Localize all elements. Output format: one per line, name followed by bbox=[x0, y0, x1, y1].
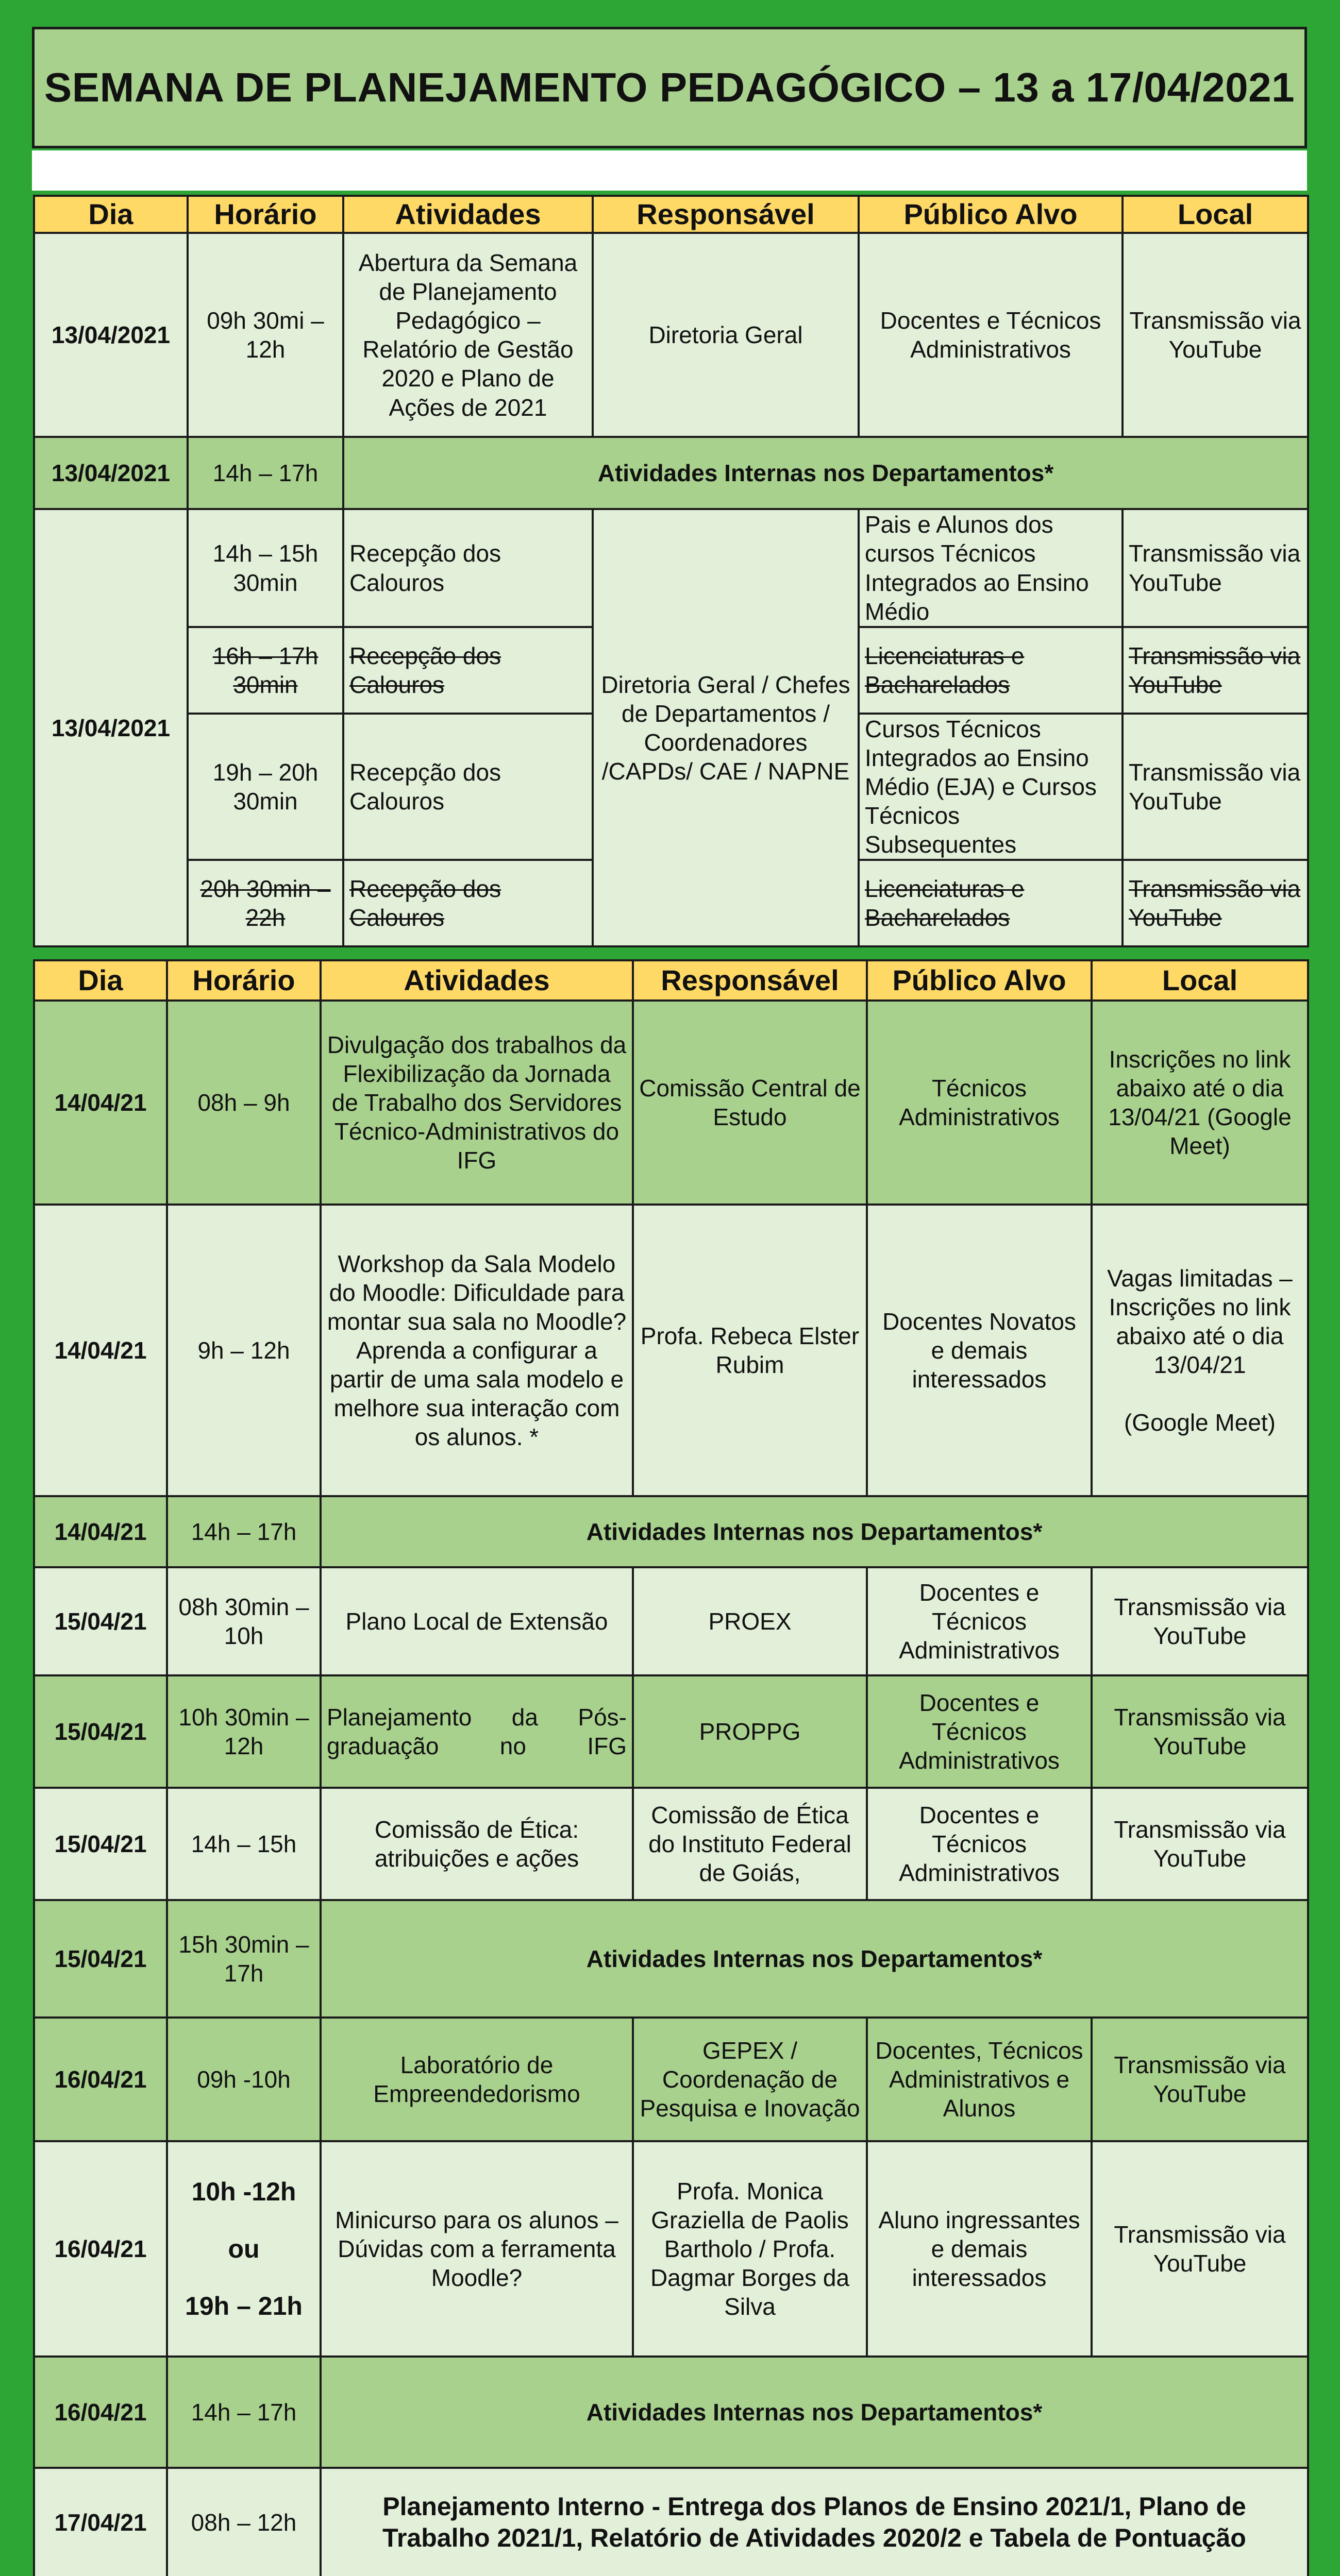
cell-local: Transmissão via YouTube bbox=[1123, 233, 1308, 437]
cell-publico: Docentes e Técnicos Administrativos bbox=[867, 1675, 1092, 1788]
cell-atividade: Minicurso para os alunos – Dúvidas com a ferramenta Moodle? bbox=[321, 2141, 633, 2357]
cell-dia: 16/04/21 bbox=[34, 2018, 167, 2141]
cell-horario: 14h – 17h bbox=[188, 437, 343, 509]
cell-atividade: Atividades Internas nos Departamentos* bbox=[343, 437, 1308, 509]
header-local: Local bbox=[1123, 196, 1308, 233]
cell-horario: 19h – 20h 30min bbox=[188, 714, 343, 860]
cell-dia: 15/04/21 bbox=[34, 1567, 167, 1675]
horario-ou: ou bbox=[228, 2234, 260, 2263]
cell-dia: 17/04/21 bbox=[34, 2468, 167, 2576]
cell-responsavel: PROPPG bbox=[633, 1675, 867, 1788]
table-row bbox=[34, 1675, 1308, 1788]
cell-horario: 20h 30min – 22h bbox=[188, 860, 343, 946]
cell-publico: Docentes e Técnicos Administrativos bbox=[859, 233, 1123, 437]
cell-atividade: Recepção dos Calouros bbox=[343, 714, 593, 860]
table-row bbox=[34, 1001, 1308, 1205]
cell-dia: 14/04/21 bbox=[34, 1001, 167, 1205]
cell-responsavel: Diretoria Geral bbox=[593, 233, 859, 437]
cell-horario bbox=[167, 2141, 321, 2357]
local-text-meet: (Google Meet) bbox=[1124, 1409, 1276, 1436]
cell-publico: Docentes e Técnicos Administrativos bbox=[867, 1788, 1092, 1900]
cell-horario: 9h – 12h bbox=[167, 1205, 321, 1496]
cell-responsavel: PROEX bbox=[633, 1567, 867, 1675]
cell-atividade: Recepção dos Calouros bbox=[343, 627, 593, 714]
cell-local: Transmissão via YouTube bbox=[1092, 1675, 1308, 1788]
cell-atividade: Atividades Internas nos Departamentos* bbox=[321, 1900, 1308, 2018]
header-local: Local bbox=[1092, 960, 1308, 1001]
cell-dia: 13/04/2021 bbox=[34, 233, 188, 437]
cell-local: Transmissão via YouTube bbox=[1092, 2018, 1308, 2141]
white-band bbox=[32, 150, 1307, 191]
cell-horario: 14h – 15h bbox=[167, 1788, 321, 1900]
cell-responsavel: GEPEX / Coordenação de Pesquisa e Inovação bbox=[633, 2018, 867, 2141]
cell-local: Transmissão via YouTube bbox=[1092, 1788, 1308, 1900]
cell-horario: 08h – 12h bbox=[167, 2468, 321, 2576]
cell-publico: Aluno ingressantes e demais interessados bbox=[867, 2141, 1092, 2357]
header-horario: Horário bbox=[188, 196, 343, 233]
cell-horario: 08h 30min – 10h bbox=[167, 1567, 321, 1675]
cell-publico: Docentes, Técnicos Administrativos e Alunos bbox=[867, 2018, 1092, 2141]
table-row bbox=[34, 233, 1308, 437]
cell-local: Transmissão via YouTube bbox=[1123, 714, 1308, 860]
table-row bbox=[34, 1788, 1308, 1900]
cell-dia: 14/04/21 bbox=[34, 1205, 167, 1496]
cell-atividade: Comissão de Ética: atribuições e ações bbox=[321, 1788, 633, 1900]
table-row bbox=[34, 2468, 1308, 2576]
header-publico-alvo: Público Alvo bbox=[867, 960, 1092, 1001]
cell-publico: Docentes Novatos e demais interessados bbox=[867, 1205, 1092, 1496]
cell-dia: 13/04/2021 bbox=[34, 437, 188, 509]
cell-atividade: Planejamento da Pós-graduação no IFG bbox=[321, 1675, 633, 1788]
header-publico-alvo: Público Alvo bbox=[859, 196, 1123, 233]
table-row bbox=[34, 509, 1308, 626]
header-dia: Dia bbox=[34, 960, 167, 1001]
cell-horario: 10h 30min – 12h bbox=[167, 1675, 321, 1788]
page-title: SEMANA DE PLANEJAMENTO PEDAGÓGICO – 13 a 17/04/2021 bbox=[44, 64, 1295, 110]
local-text: Vagas limitadas – Inscrições no link abaixo até o dia 13/04/21 bbox=[1107, 1264, 1293, 1379]
table-row bbox=[34, 2357, 1308, 2468]
schedule-table-1 bbox=[33, 195, 1309, 947]
cell-dia: 16/04/21 bbox=[34, 2357, 167, 2468]
cell-publico: Cursos Técnicos Integrados ao Ensino Médio (EJA) e Cursos Técnicos Subsequentes bbox=[859, 714, 1123, 860]
header-atividades: Atividades bbox=[343, 196, 593, 233]
cell-publico: Docentes e Técnicos Administrativos bbox=[867, 1567, 1092, 1675]
header-atividades: Atividades bbox=[321, 960, 633, 1001]
table-row bbox=[34, 2018, 1308, 2141]
cell-atividade: Atividades Internas nos Departamentos* bbox=[321, 2357, 1308, 2468]
header-dia: Dia bbox=[34, 196, 188, 233]
cell-atividade: Workshop da Sala Modelo do Moodle: Dificuldade para montar sua sala no Moodle? Aprenda a configurar a partir de uma sala modelo e melhore sua interação com os alunos. * bbox=[321, 1205, 633, 1496]
page-title-box bbox=[32, 27, 1307, 148]
cell-dia: 15/04/21 bbox=[34, 1900, 167, 2018]
table-row bbox=[34, 1205, 1308, 1496]
cell-local bbox=[1092, 1205, 1308, 1496]
cell-local: Transmissão via YouTube bbox=[1123, 860, 1308, 946]
header-responsavel: Responsável bbox=[593, 196, 859, 233]
cell-horario: 08h – 9h bbox=[167, 1001, 321, 1205]
cell-atividade: Abertura da Semana de Planejamento Pedagógico – Relatório de Gestão 2020 e Plano de Ações de 2021 bbox=[343, 233, 593, 437]
cell-atividade: Planejamento Interno - Entrega dos Planos de Ensino 2021/1, Plano de Trabalho 2021/1, Relatório de Atividades 2020/2 e Tabela de Pontuação bbox=[321, 2468, 1308, 2576]
table-row bbox=[34, 2141, 1308, 2357]
cell-responsavel: Diretoria Geral / Chefes de Departamentos / Coordenadores /CAPDs/ CAE / NAPNE bbox=[593, 509, 859, 946]
schedule-table-2 bbox=[33, 959, 1309, 2576]
cell-local: Transmissão via YouTube bbox=[1123, 627, 1308, 714]
cell-dia: 15/04/21 bbox=[34, 1675, 167, 1788]
cell-atividade: Plano Local de Extensão bbox=[321, 1567, 633, 1675]
cell-publico: Técnicos Administrativos bbox=[867, 1001, 1092, 1205]
cell-responsavel: Comissão de Ética do Instituto Federal de Goiás, bbox=[633, 1788, 867, 1900]
table-header-row bbox=[34, 196, 1308, 233]
cell-responsavel: Profa. Monica Graziella de Paolis Bartholo / Profa. Dagmar Borges da Silva bbox=[633, 2141, 867, 2357]
cell-local: Transmissão via YouTube bbox=[1092, 1567, 1308, 1675]
cell-publico: Pais e Alunos dos cursos Técnicos Integrados ao Ensino Médio bbox=[859, 509, 1123, 626]
cell-responsavel: Profa. Rebeca Elster Rubim bbox=[633, 1205, 867, 1496]
table-row bbox=[34, 1900, 1308, 2018]
cell-dia: 14/04/21 bbox=[34, 1496, 167, 1567]
cell-horario: 14h – 15h 30min bbox=[188, 509, 343, 626]
cell-horario: 14h – 17h bbox=[167, 1496, 321, 1567]
cell-dia: 13/04/2021 bbox=[34, 509, 188, 946]
table-row bbox=[34, 1567, 1308, 1675]
cell-atividade: Recepção dos Calouros bbox=[343, 860, 593, 946]
cell-publico: Licenciaturas e Bacharelados bbox=[859, 860, 1123, 946]
cell-horario: 09h -10h bbox=[167, 2018, 321, 2141]
cell-atividade: Divulgação dos trabalhos da Flexibilização da Jornada de Trabalho dos Servidores Técnico-Administrativos do IFG bbox=[321, 1001, 633, 1205]
horario-a: 10h -12h bbox=[191, 2177, 296, 2206]
cell-horario: 16h – 17h 30min bbox=[188, 627, 343, 714]
cell-local: Transmissão via YouTube bbox=[1092, 2141, 1308, 2357]
header-horario: Horário bbox=[167, 960, 321, 1001]
cell-publico: Licenciaturas e Bacharelados bbox=[859, 627, 1123, 714]
cell-responsavel: Comissão Central de Estudo bbox=[633, 1001, 867, 1205]
cell-horario: 15h 30min – 17h bbox=[167, 1900, 321, 2018]
cell-local: Inscrições no link abaixo até o dia 13/04/21 (Google Meet) bbox=[1092, 1001, 1308, 1205]
horario-b: 19h – 21h bbox=[185, 2291, 303, 2320]
table-row bbox=[34, 437, 1308, 509]
cell-dia: 15/04/21 bbox=[34, 1788, 167, 1900]
cell-atividade: Laboratório de Empreendedorismo bbox=[321, 2018, 633, 2141]
cell-local: Transmissão via YouTube bbox=[1123, 509, 1308, 626]
table-row bbox=[34, 1496, 1308, 1567]
table-header-row bbox=[34, 960, 1308, 1001]
cell-horario: 14h – 17h bbox=[167, 2357, 321, 2468]
header-responsavel: Responsável bbox=[633, 960, 867, 1001]
cell-atividade: Atividades Internas nos Departamentos* bbox=[321, 1496, 1308, 1567]
cell-dia: 16/04/21 bbox=[34, 2141, 167, 2357]
cell-horario: 09h 30mi – 12h bbox=[188, 233, 343, 437]
cell-atividade: Recepção dos Calouros bbox=[343, 509, 593, 626]
